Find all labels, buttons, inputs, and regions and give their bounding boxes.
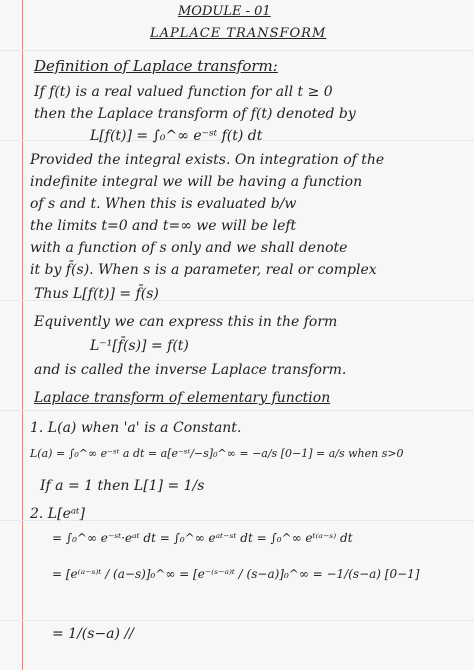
equivalently-line: Equivently we can express this in the form — [34, 314, 338, 330]
item-2-step-1: = ∫₀^∞ e⁻ˢᵗ·eᵃᵗ dt = ∫₀^∞ eᵃᵗ⁻ˢᵗ dt = ∫₀^∞ eᵗ⁽ᵃ⁻ˢ⁾ dt — [52, 531, 353, 545]
definition-line-2: then the Laplace transform of f(t) denoted by — [34, 106, 356, 122]
paragraph-line-2: indefinite integral we will be having a function — [30, 174, 363, 190]
item-1-formula: L(a) = ∫₀^∞ e⁻ˢᵗ a dt = a[e⁻ˢᵗ/−s]₀^∞ = −a/s [0−1] = a/s when s>0 — [30, 447, 404, 460]
paragraph-line-5: with a function of s only and we shall denote — [30, 240, 348, 256]
laplace-definition-formula: L[f(t)] = ∫₀^∞ e⁻ˢᵗ f(t) dt — [90, 128, 263, 144]
inverse-formula: L⁻¹[f̄(s)] = f(t) — [90, 338, 189, 354]
item-1-case: If a = 1 then L[1] = 1/s — [40, 478, 205, 494]
ruled-line — [0, 620, 474, 621]
item-2-result: = 1/(s−a) // — [52, 626, 134, 642]
definition-line-1: If f(t) is a real valued function for all t ≥ 0 — [34, 84, 333, 100]
paragraph-line-3: of s and t. When this is evaluated b/w — [30, 196, 297, 212]
thus-line: Thus L[f(t)] = f̄(s) — [34, 286, 159, 302]
paragraph-line-4: the limits t=0 and t=∞ we will be left — [30, 218, 297, 234]
ruled-line — [0, 410, 474, 411]
paragraph-line-6: it by f̄(s). When s is a parameter, real or complex — [30, 262, 377, 278]
margin-line — [22, 0, 23, 670]
elementary-function-heading: Laplace transform of elementary function — [34, 390, 331, 406]
module-heading: MODULE - 01 — [178, 4, 271, 19]
item-2-step-2: = [e⁽ᵃ⁻ˢ⁾ᵗ / (a−s)]₀^∞ = [e⁻⁽ˢ⁻ᵃ⁾ᵗ / (s−a)]₀^∞ = −1/(s−a) [0−1] — [52, 567, 420, 581]
page-title: LAPLACE TRANSFORM — [150, 26, 327, 41]
inverse-called-line: and is called the inverse Laplace transform. — [34, 362, 347, 378]
item-1-intro: 1. L(a) when 'a' is a Constant. — [30, 420, 242, 436]
item-2-intro: 2. L[eᵃᵗ] — [30, 506, 86, 522]
definition-heading: Definition of Laplace transform: — [34, 57, 278, 75]
ruled-line — [0, 50, 474, 51]
paragraph-line-1: Provided the integral exists. On integration of the — [30, 152, 385, 168]
